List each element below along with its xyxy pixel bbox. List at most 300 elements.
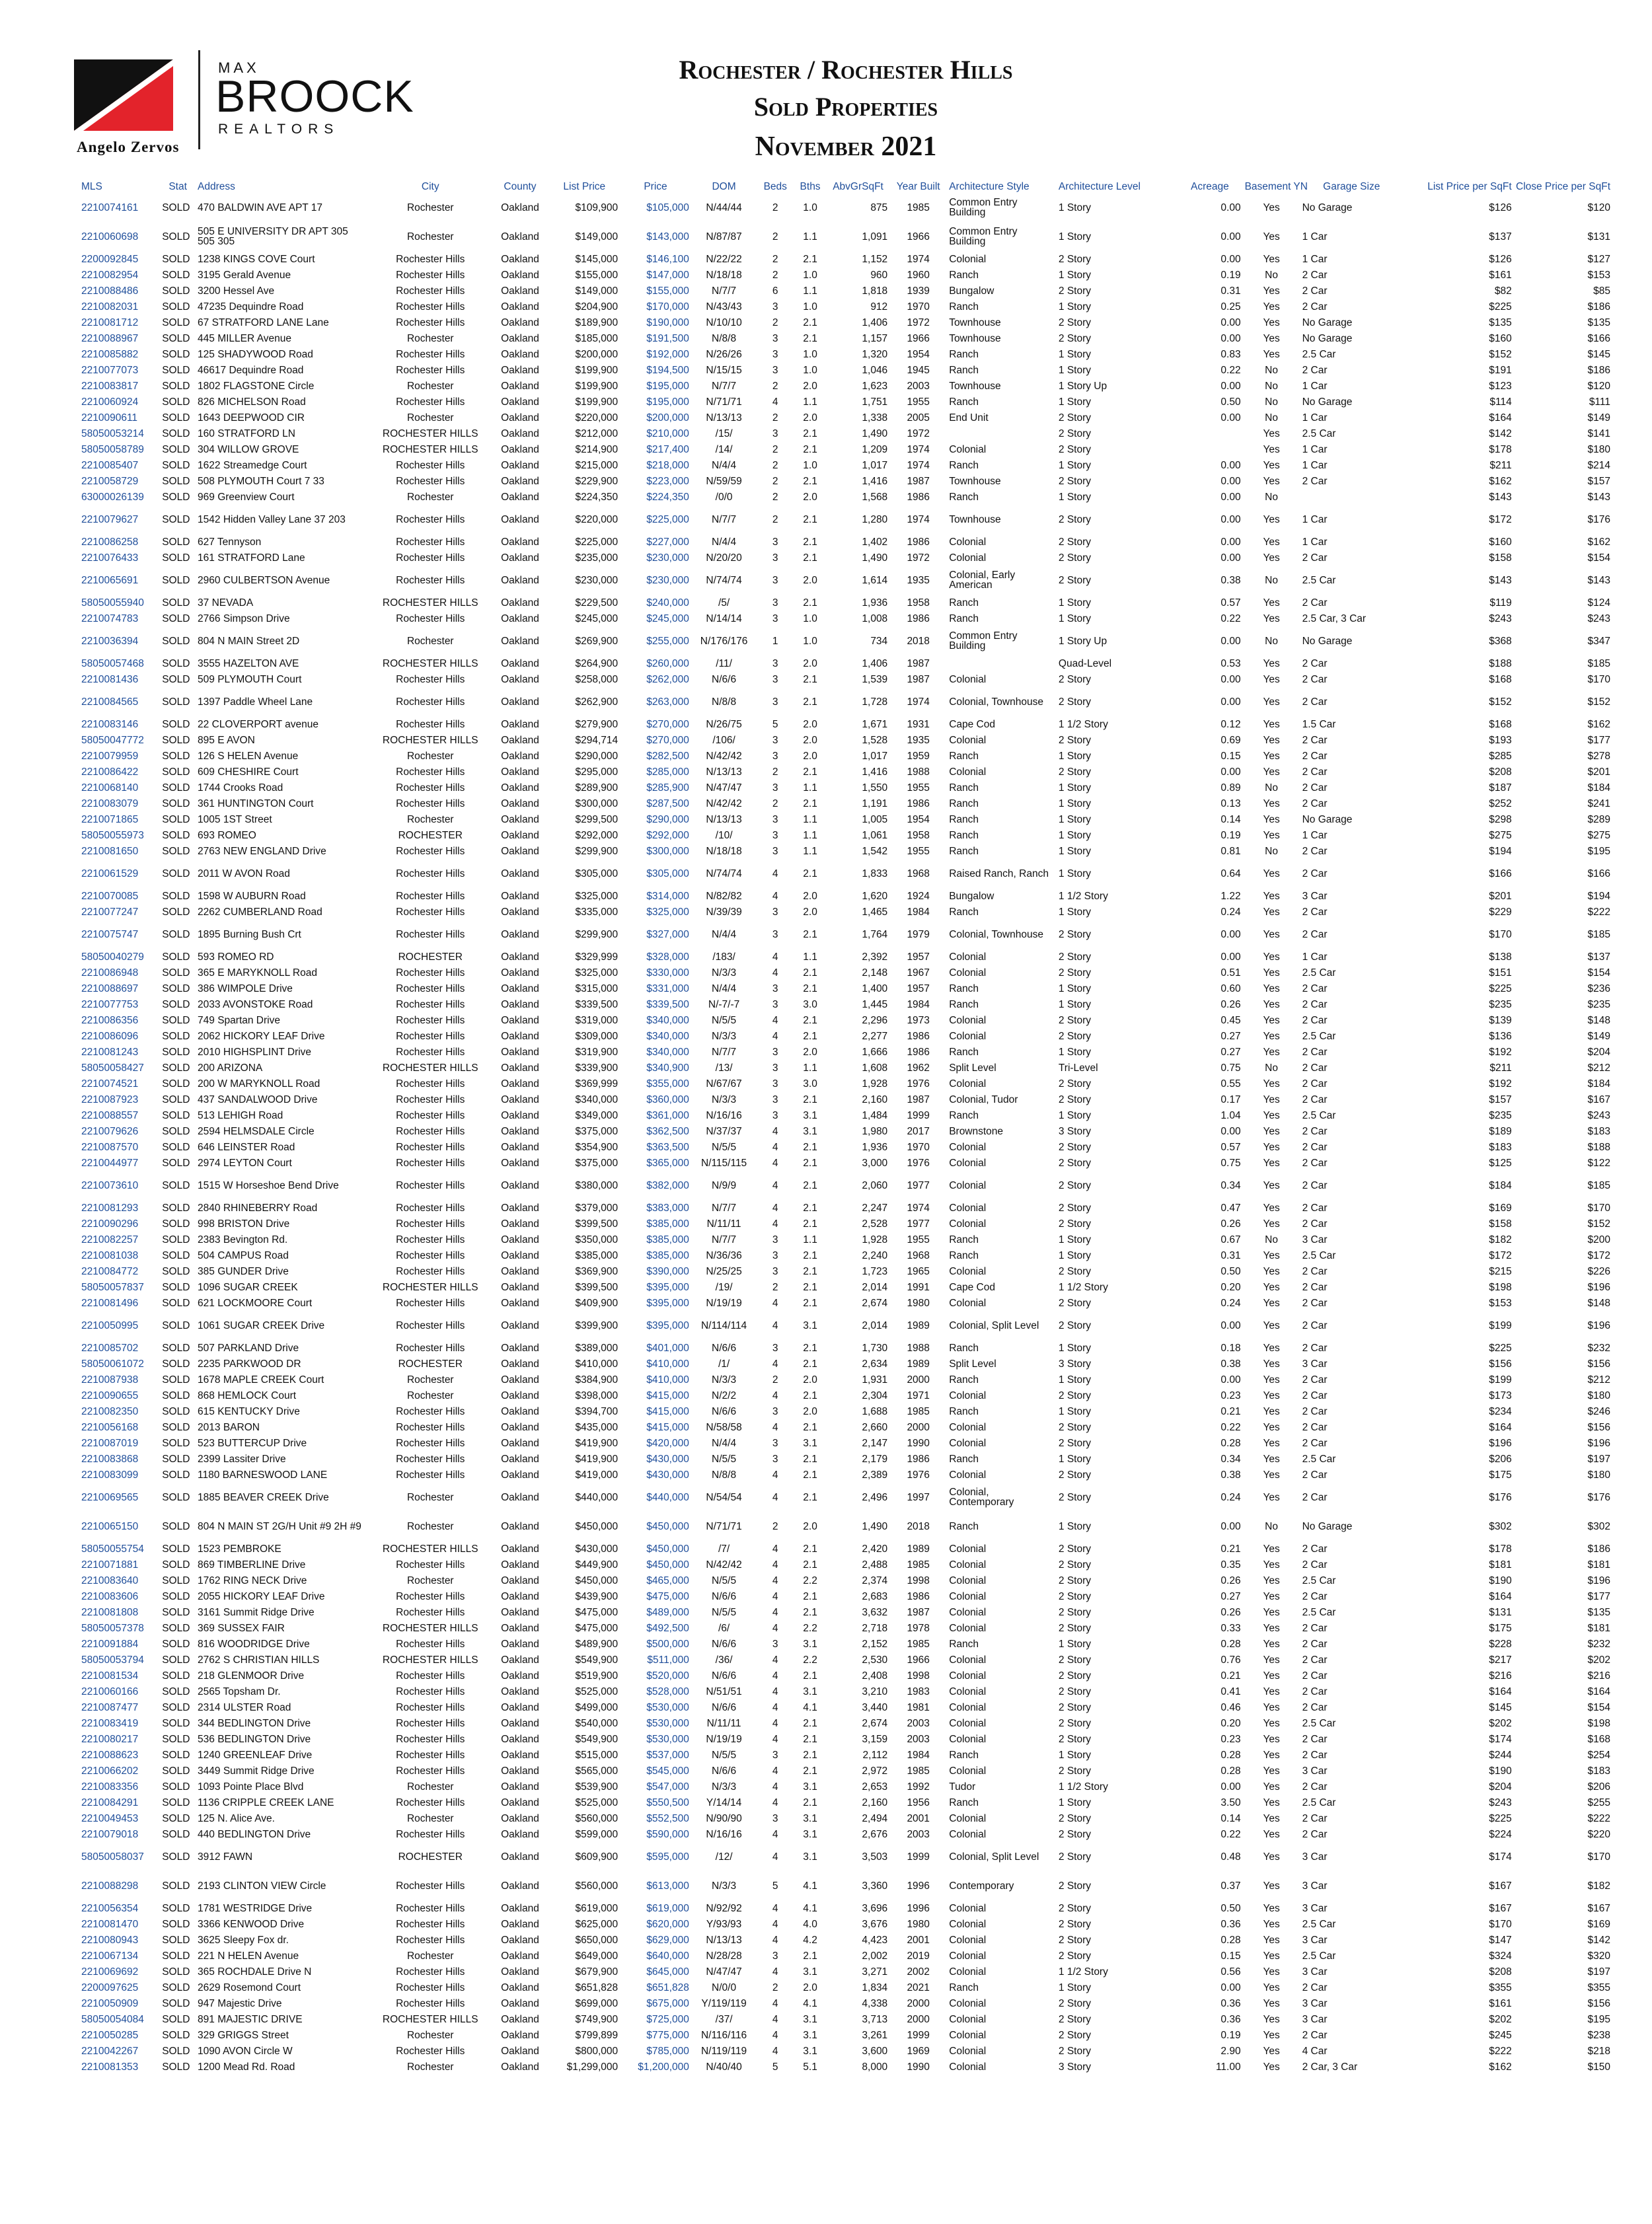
cell-arch-style: Colonial bbox=[949, 1437, 987, 1449]
cell-mls: 2210060924 bbox=[81, 396, 139, 408]
cell-stat: SOLD bbox=[162, 1781, 190, 1793]
cell-garage: 2 Car bbox=[1302, 998, 1328, 1010]
cell-dom: /37/ bbox=[715, 2013, 733, 2025]
cell-year-built: 1969 bbox=[907, 2045, 930, 2057]
cell-close-price-sqft: $195 bbox=[1587, 2013, 1610, 2025]
cell-arch-level: 1 Story bbox=[1058, 1249, 1091, 1261]
cell-mls: 2210071865 bbox=[81, 813, 139, 825]
cell-dom: N/6/6 bbox=[712, 1342, 737, 1354]
cell-list-price: $389,000 bbox=[575, 1342, 619, 1354]
cell-price: $225,000 bbox=[646, 513, 689, 525]
cell-basement: Yes bbox=[1263, 1797, 1280, 1808]
cell-county: Oakland bbox=[501, 1934, 539, 1946]
cell-arch-level: 2 Story bbox=[1058, 1491, 1091, 1503]
cell-acreage: 0.00 bbox=[1220, 673, 1241, 685]
cell-price: $190,000 bbox=[646, 316, 689, 328]
cell-address: 365 E MARYKNOLL Road bbox=[198, 967, 317, 979]
cell-basement: Yes bbox=[1263, 1491, 1280, 1503]
cell-basement: Yes bbox=[1263, 1670, 1280, 1682]
cell-mls: 58050058789 bbox=[81, 443, 144, 455]
cell-dom: N/119/119 bbox=[700, 2045, 747, 2057]
cell-list-price-sqft: $211 bbox=[1489, 459, 1512, 471]
cell-close-price-sqft: $120 bbox=[1587, 202, 1610, 213]
cell-close-price-sqft: $186 bbox=[1587, 1543, 1610, 1555]
cell-address: 1885 BEAVER CREEK Drive bbox=[198, 1491, 329, 1503]
cell-list-price: $410,000 bbox=[575, 1358, 619, 1370]
cell-close-price-sqft: $278 bbox=[1587, 750, 1610, 762]
cell-stat: SOLD bbox=[162, 2061, 190, 2073]
table-row bbox=[79, 1171, 1612, 1200]
cell-city: Rochester Hills bbox=[396, 1717, 465, 1729]
cell-arch-level: 2 Story bbox=[1058, 1918, 1091, 1930]
table-row bbox=[79, 441, 1612, 457]
cell-basement: Yes bbox=[1263, 696, 1280, 708]
cell-beds: 3 bbox=[772, 301, 778, 313]
cell-sqft: 1,688 bbox=[862, 1405, 888, 1417]
cell-price: $285,900 bbox=[646, 782, 689, 794]
cell-list-price: $225,000 bbox=[575, 536, 619, 548]
cell-basement: No bbox=[1265, 491, 1278, 503]
cell-list-price-sqft: $175 bbox=[1489, 1622, 1512, 1634]
cell-acreage: 0.76 bbox=[1220, 1654, 1241, 1666]
cell-close-price-sqft: $148 bbox=[1587, 1297, 1610, 1309]
cell-county: Oakland bbox=[501, 1179, 539, 1191]
cell-arch-level: Tri-Level bbox=[1058, 1062, 1098, 1074]
table-row bbox=[79, 671, 1612, 687]
cell-close-price-sqft: $164 bbox=[1587, 1686, 1610, 1697]
cell-list-price-sqft: $143 bbox=[1489, 491, 1512, 503]
cell-close-price-sqft: $124 bbox=[1587, 597, 1610, 609]
cell-arch-style: Colonial bbox=[949, 1733, 987, 1745]
cell-close-price-sqft: $154 bbox=[1587, 552, 1610, 564]
cell-mls: 2210069565 bbox=[81, 1491, 139, 1503]
cell-garage: 2 Car bbox=[1302, 1078, 1328, 1090]
cell-address: 1093 Pointe Place Blvd bbox=[198, 1781, 304, 1793]
cell-city: Rochester Hills bbox=[396, 1469, 465, 1481]
cell-sqft: 3,159 bbox=[862, 1733, 888, 1745]
cell-dom: N/71/71 bbox=[706, 1520, 742, 1532]
cell-basement: Yes bbox=[1263, 1437, 1280, 1449]
cell-baths: 3.1 bbox=[803, 1125, 817, 1137]
cell-sqft: 3,696 bbox=[862, 1902, 888, 1914]
cell-close-price-sqft: $149 bbox=[1587, 412, 1610, 424]
cell-arch-level: 2 Story bbox=[1058, 1179, 1091, 1191]
cell-sqft: 1,061 bbox=[862, 829, 888, 841]
cell-dom: N/19/19 bbox=[706, 1733, 742, 1745]
cell-close-price-sqft: $195 bbox=[1587, 845, 1610, 857]
cell-beds: 3 bbox=[772, 1062, 778, 1074]
cell-year-built: 2017 bbox=[907, 1125, 930, 1137]
cell-close-price-sqft: $196 bbox=[1587, 1319, 1610, 1331]
cell-list-price: $799,899 bbox=[575, 2029, 619, 2041]
cell-arch-level: 2 Story bbox=[1058, 673, 1091, 685]
cell-dom: N/4/4 bbox=[712, 536, 737, 548]
cell-acreage: 0.83 bbox=[1220, 348, 1241, 360]
cell-list-price: $354,900 bbox=[575, 1141, 619, 1153]
cell-acreage: 0.00 bbox=[1220, 202, 1241, 213]
cell-address: 3912 FAWN bbox=[198, 1851, 253, 1863]
cell-beds: 3 bbox=[772, 597, 778, 609]
cell-arch-level: 1 Story bbox=[1058, 845, 1091, 857]
cell-acreage: 0.50 bbox=[1220, 1265, 1241, 1277]
cell-list-price: $525,000 bbox=[575, 1686, 619, 1697]
cell-garage: 2 Car bbox=[1302, 1297, 1328, 1309]
cell-city: Rochester Hills bbox=[396, 1234, 465, 1245]
cell-baths: 2.0 bbox=[803, 491, 817, 503]
cell-arch-style: Ranch bbox=[949, 813, 979, 825]
cell-basement: Yes bbox=[1263, 750, 1280, 762]
cell-price: $430,000 bbox=[646, 1469, 689, 1481]
cell-baths: 2.1 bbox=[803, 475, 817, 487]
cell-close-price-sqft: $154 bbox=[1587, 967, 1610, 979]
cell-beds: 2 bbox=[772, 380, 778, 392]
cell-dom: /5/ bbox=[718, 597, 730, 609]
cell-stat: SOLD bbox=[162, 829, 190, 841]
cell-list-price: $335,000 bbox=[575, 906, 619, 918]
cell-mls: 58050054084 bbox=[81, 2013, 144, 2025]
cell-year-built: 1974 bbox=[907, 459, 930, 471]
cell-city: Rochester Hills bbox=[396, 1590, 465, 1602]
cell-close-price-sqft: $145 bbox=[1587, 348, 1610, 360]
table-row bbox=[79, 1980, 1612, 1995]
cell-arch-level: 2 Story bbox=[1058, 1997, 1091, 2009]
cell-mls: 2210086258 bbox=[81, 536, 139, 548]
cell-beds: 3 bbox=[772, 1437, 778, 1449]
table-row bbox=[79, 965, 1612, 981]
cell-price: $105,000 bbox=[646, 202, 689, 213]
cell-arch-level: 1 Story bbox=[1058, 797, 1091, 809]
cell-close-price-sqft: $275 bbox=[1587, 829, 1610, 841]
cell-beds: 4 bbox=[772, 1851, 778, 1863]
cell-acreage: 0.34 bbox=[1220, 1179, 1241, 1191]
cell-arch-level: 2 Story bbox=[1058, 1717, 1091, 1729]
cell-list-price: $609,900 bbox=[575, 1851, 619, 1863]
cell-sqft: 2,972 bbox=[862, 1765, 888, 1777]
table-row bbox=[79, 1826, 1612, 1842]
cell-list-price-sqft: $225 bbox=[1489, 982, 1512, 994]
cell-dom: N/18/18 bbox=[706, 269, 742, 281]
cell-address: 437 SANDALWOOD Drive bbox=[198, 1093, 318, 1105]
cell-sqft: 2,420 bbox=[862, 1543, 888, 1555]
cell-garage: 2.5 Car bbox=[1302, 1717, 1336, 1729]
cell-stat: SOLD bbox=[162, 906, 190, 918]
cell-sqft: 1,017 bbox=[862, 750, 888, 762]
cell-arch-style: Cape Cod bbox=[949, 1281, 995, 1293]
cell-year-built: 2018 bbox=[907, 635, 930, 647]
cell-sqft: 1,614 bbox=[862, 574, 888, 586]
cell-basement: Yes bbox=[1263, 829, 1280, 841]
cell-mls: 2210091884 bbox=[81, 1638, 139, 1650]
cell-city: Rochester Hills bbox=[396, 552, 465, 564]
cell-year-built: 1954 bbox=[907, 348, 930, 360]
logo-brand: BROOCK bbox=[215, 71, 414, 122]
cell-address: 200 W MARYKNOLL Road bbox=[198, 1078, 320, 1090]
cell-stat: SOLD bbox=[162, 1030, 190, 1042]
cell-basement: Yes bbox=[1263, 459, 1280, 471]
cell-year-built: 1986 bbox=[907, 1590, 930, 1602]
cell-arch-style: Colonial bbox=[949, 1765, 987, 1777]
cell-mls: 58050053794 bbox=[81, 1654, 144, 1666]
table-row bbox=[79, 811, 1612, 827]
cell-year-built: 1985 bbox=[907, 1765, 930, 1777]
cell-basement: Yes bbox=[1263, 1686, 1280, 1697]
cell-baths: 2.1 bbox=[803, 1218, 817, 1230]
cell-year-built: 2000 bbox=[907, 1421, 930, 1433]
cell-year-built: 1985 bbox=[907, 1559, 930, 1571]
cell-arch-level: 1 1/2 Story bbox=[1058, 1781, 1108, 1793]
cell-basement: Yes bbox=[1263, 597, 1280, 609]
cell-list-price: $299,900 bbox=[575, 928, 619, 940]
cell-garage: 2 Car bbox=[1302, 1982, 1328, 1993]
cell-county: Oakland bbox=[501, 1828, 539, 1840]
cell-sqft: 1,005 bbox=[862, 813, 888, 825]
cell-address: 693 ROMEO bbox=[198, 829, 256, 841]
cell-city: Rochester Hills bbox=[396, 1828, 465, 1840]
cell-county: Oakland bbox=[501, 928, 539, 940]
header-list-price-sqft: List Price per SqFt bbox=[1427, 181, 1512, 192]
cell-year-built: 2002 bbox=[907, 1966, 930, 1978]
cell-stat: SOLD bbox=[162, 332, 190, 344]
cell-acreage: 0.22 bbox=[1220, 1828, 1241, 1840]
cell-baths: 2.1 bbox=[803, 1717, 817, 1729]
cell-price: $675,000 bbox=[646, 1997, 689, 2009]
cell-close-price-sqft: $148 bbox=[1587, 1014, 1610, 1026]
cell-mls: 2210088967 bbox=[81, 332, 139, 344]
cell-mls: 2210087570 bbox=[81, 1141, 139, 1153]
cell-county: Oakland bbox=[501, 348, 539, 360]
table-row bbox=[79, 362, 1612, 378]
cell-address: 67 STRATFORD LANE Lane bbox=[198, 316, 329, 328]
table-row bbox=[79, 1932, 1612, 1948]
cell-beds: 4 bbox=[772, 1701, 778, 1713]
cell-city: Rochester Hills bbox=[396, 536, 465, 548]
report-title bbox=[548, 52, 1143, 165]
cell-stat: SOLD bbox=[162, 1717, 190, 1729]
cell-stat: SOLD bbox=[162, 253, 190, 265]
cell-year-built: 2003 bbox=[907, 1733, 930, 1745]
cell-close-price-sqft: $153 bbox=[1587, 269, 1610, 281]
cell-garage: 2 Car bbox=[1302, 1319, 1328, 1331]
cell-year-built: 1970 bbox=[907, 1141, 930, 1153]
cell-sqft: 912 bbox=[870, 301, 888, 313]
cell-county: Oakland bbox=[501, 1622, 539, 1634]
cell-baths: 2.1 bbox=[803, 552, 817, 564]
cell-arch-style: Colonial bbox=[949, 1141, 987, 1153]
cell-sqft: 2,152 bbox=[862, 1638, 888, 1650]
cell-beds: 5 bbox=[772, 718, 778, 730]
cell-list-price: $565,000 bbox=[575, 1765, 619, 1777]
cell-garage: 2 Car bbox=[1302, 1046, 1328, 1058]
cell-stat: SOLD bbox=[162, 1469, 190, 1481]
cell-arch-level: 1 Story bbox=[1058, 1405, 1091, 1417]
cell-mls: 2210090296 bbox=[81, 1218, 139, 1230]
cell-list-price-sqft: $202 bbox=[1489, 1717, 1512, 1729]
cell-city: ROCHESTER HILLS bbox=[382, 1281, 478, 1293]
table-row bbox=[79, 251, 1612, 267]
cell-mls: 2210083606 bbox=[81, 1590, 139, 1602]
cell-close-price-sqft: $150 bbox=[1587, 2061, 1610, 2073]
cell-city: Rochester Hills bbox=[396, 890, 465, 902]
cell-baths: 2.1 bbox=[803, 1606, 817, 1618]
cell-arch-level: 2 Story bbox=[1058, 1686, 1091, 1697]
cell-baths: 3.0 bbox=[803, 998, 817, 1010]
cell-list-price: $549,900 bbox=[575, 1733, 619, 1745]
cell-close-price-sqft: $196 bbox=[1587, 1281, 1610, 1293]
cell-mls: 2210069692 bbox=[81, 1966, 139, 1978]
cell-county: Oakland bbox=[501, 1590, 539, 1602]
cell-county: Oakland bbox=[501, 1078, 539, 1090]
cell-close-price-sqft: $235 bbox=[1587, 998, 1610, 1010]
cell-dom: N/7/7 bbox=[712, 1046, 737, 1058]
cell-mls: 2210087019 bbox=[81, 1437, 139, 1449]
cell-list-price: $649,000 bbox=[575, 1950, 619, 1962]
cell-beds: 4 bbox=[772, 1902, 778, 1914]
cell-county: Oakland bbox=[501, 612, 539, 624]
cell-mls: 2210050995 bbox=[81, 1319, 139, 1331]
cell-address: 509 PLYMOUTH Court bbox=[198, 673, 302, 685]
cell-baths: 4.0 bbox=[803, 1918, 817, 1930]
cell-address: 1096 SUGAR CREEK bbox=[198, 1281, 298, 1293]
cell-baths: 1.1 bbox=[803, 813, 817, 825]
cell-county: Oakland bbox=[501, 1781, 539, 1793]
table-row bbox=[79, 1810, 1612, 1826]
cell-city: Rochester Hills bbox=[396, 396, 465, 408]
cell-year-built: 2003 bbox=[907, 1828, 930, 1840]
cell-baths: 2.1 bbox=[803, 1765, 817, 1777]
cell-list-price: $375,000 bbox=[575, 1157, 619, 1169]
cell-list-price: $749,900 bbox=[575, 2013, 619, 2025]
cell-list-price-sqft: $172 bbox=[1489, 1249, 1512, 1261]
cell-beds: 4 bbox=[772, 1014, 778, 1026]
cell-list-price-sqft: $224 bbox=[1489, 1828, 1512, 1840]
cell-city: Rochester Hills bbox=[396, 1421, 465, 1433]
cell-acreage: 0.15 bbox=[1220, 750, 1241, 762]
cell-basement: Yes bbox=[1263, 766, 1280, 778]
cell-arch-style: Colonial bbox=[949, 1390, 987, 1401]
cell-stat: SOLD bbox=[162, 1374, 190, 1386]
cell-basement: Yes bbox=[1263, 1717, 1280, 1729]
cell-price: $195,000 bbox=[646, 380, 689, 392]
cell-address: 304 WILLOW GROVE bbox=[198, 443, 299, 455]
cell-stat: SOLD bbox=[162, 1934, 190, 1946]
cell-year-built: 1976 bbox=[907, 1157, 930, 1169]
cell-acreage: 0.28 bbox=[1220, 1934, 1241, 1946]
cell-list-price: $800,000 bbox=[575, 2045, 619, 2057]
cell-beds: 4 bbox=[772, 1622, 778, 1634]
table-row bbox=[79, 1900, 1612, 1916]
table-row bbox=[79, 1763, 1612, 1779]
cell-dom: /7/ bbox=[718, 1543, 730, 1555]
cell-beds: 3 bbox=[772, 332, 778, 344]
cell-list-price-sqft: $184 bbox=[1489, 1179, 1512, 1191]
cell-garage: 2.5 Car bbox=[1302, 1950, 1336, 1962]
cell-acreage: 0.21 bbox=[1220, 1543, 1241, 1555]
cell-arch-style: Colonial bbox=[949, 734, 987, 746]
cell-close-price-sqft: $302 bbox=[1587, 1520, 1610, 1532]
cell-list-price-sqft: $123 bbox=[1489, 380, 1512, 392]
table-row bbox=[79, 732, 1612, 748]
cell-garage: 2 Car bbox=[1302, 734, 1328, 746]
cell-year-built: 2003 bbox=[907, 1717, 930, 1729]
cell-mls: 2210081808 bbox=[81, 1606, 139, 1618]
cell-county: Oakland bbox=[501, 475, 539, 487]
cell-acreage: 0.00 bbox=[1220, 513, 1241, 525]
table-row bbox=[79, 1588, 1612, 1604]
cell-mls: 2210060698 bbox=[81, 231, 139, 242]
cell-address: 125 N. Alice Ave. bbox=[198, 1812, 275, 1824]
cell-list-price-sqft: $139 bbox=[1489, 1014, 1512, 1026]
cell-close-price-sqft: $122 bbox=[1587, 1157, 1610, 1169]
cell-acreage: 0.21 bbox=[1220, 1405, 1241, 1417]
cell-dom: N/115/115 bbox=[700, 1157, 747, 1169]
cell-city: Rochester Hills bbox=[396, 1749, 465, 1761]
cell-sqft: 2,304 bbox=[862, 1390, 888, 1401]
cell-stat: SOLD bbox=[162, 380, 190, 392]
cell-garage: 2.5 Car bbox=[1302, 1797, 1336, 1808]
cell-sqft: 2,112 bbox=[862, 1749, 888, 1761]
cell-baths: 3.1 bbox=[803, 1319, 817, 1331]
cell-list-price: $189,900 bbox=[575, 316, 619, 328]
cell-county: Oakland bbox=[501, 967, 539, 979]
cell-acreage: 0.75 bbox=[1220, 1157, 1241, 1169]
cell-year-built: 2019 bbox=[907, 1950, 930, 1962]
cell-close-price-sqft: $246 bbox=[1587, 1405, 1610, 1417]
cell-county: Oakland bbox=[501, 427, 539, 439]
cell-city: Rochester Hills bbox=[396, 348, 465, 360]
cell-arch-level: 1 Story bbox=[1058, 269, 1091, 281]
cell-list-price-sqft: $153 bbox=[1489, 1297, 1512, 1309]
cell-address: 868 HEMLOCK Court bbox=[198, 1390, 297, 1401]
cell-stat: SOLD bbox=[162, 718, 190, 730]
cell-acreage: 1.22 bbox=[1220, 890, 1241, 902]
cell-price: $355,000 bbox=[646, 1078, 689, 1090]
cell-year-built: 2021 bbox=[907, 1982, 930, 1993]
cell-arch-style: Colonial bbox=[949, 1030, 987, 1042]
cell-price: $191,500 bbox=[646, 332, 689, 344]
cell-year-built: 1986 bbox=[907, 491, 930, 503]
cell-price: $270,000 bbox=[646, 734, 689, 746]
cell-list-price: $185,000 bbox=[575, 332, 619, 344]
cell-mls: 2210076433 bbox=[81, 552, 139, 564]
cell-year-built: 1968 bbox=[907, 1249, 930, 1261]
cell-baths: 2.1 bbox=[803, 427, 817, 439]
cell-basement: Yes bbox=[1263, 1078, 1280, 1090]
cell-beds: 3 bbox=[772, 1453, 778, 1465]
header-address: Address bbox=[198, 181, 235, 192]
header-price: Price bbox=[644, 181, 667, 192]
cell-close-price-sqft: $143 bbox=[1587, 574, 1610, 586]
cell-dom: N/7/7 bbox=[712, 1234, 737, 1245]
cell-baths: 2.1 bbox=[803, 1281, 817, 1293]
cell-arch-level: 2 Story bbox=[1058, 412, 1091, 424]
cell-arch-style: Colonial bbox=[949, 967, 987, 979]
cell-city: Rochester Hills bbox=[396, 285, 465, 297]
cell-acreage: 0.50 bbox=[1220, 1902, 1241, 1914]
cell-county: Oakland bbox=[501, 1265, 539, 1277]
cell-list-price-sqft: $160 bbox=[1489, 332, 1512, 344]
cell-arch-style: Bungalow bbox=[949, 890, 995, 902]
table-row bbox=[79, 1076, 1612, 1092]
cell-city: Rochester bbox=[406, 1374, 454, 1386]
cell-baths: 2.1 bbox=[803, 1179, 817, 1191]
cell-arch-style: Colonial bbox=[949, 1265, 987, 1277]
cell-address: 593 ROMEO RD bbox=[198, 951, 274, 963]
cell-dom: /36/ bbox=[715, 1654, 733, 1666]
cell-basement: Yes bbox=[1263, 1982, 1280, 1993]
cell-county: Oakland bbox=[501, 813, 539, 825]
cell-year-built: 1999 bbox=[907, 1109, 930, 1121]
cell-address: 947 Majestic Drive bbox=[198, 1997, 282, 2009]
